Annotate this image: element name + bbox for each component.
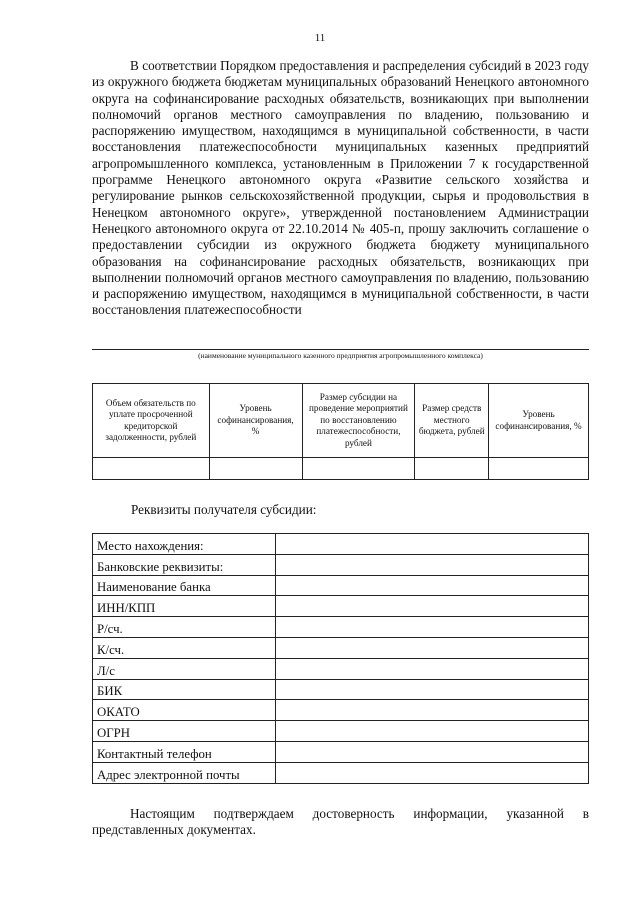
enterprise-name-line	[92, 349, 589, 350]
requisites-title: Реквизиты получателя субсидии:	[131, 502, 317, 517]
header-cofinancing-level: Уровень софинансирования, %	[209, 384, 302, 458]
main-paragraph: В соответствии Порядком предоставления и распределения субсидий в 2023 году из окружного бюджета бюджетам муниципальных образований Ненецкого автономного округа на софинансирование расходных обязательств, возникающих при выполнении полномочий органов местного самоуправления по владению, пользованию и распоряжению имуществом, находящимся в муниципальной собственности, в части восстановления платежеспособности муниципальных казенных предприятий агропромышленного комплекса, установленным в Приложении 7 к государственной программе Ненецкого автономного округа «Развитие сельского хозяйства и регулирование рынков сельскохозяйственной продукции, сырья и продовольствия в Ненецком автономного округе», утвержденной постановлением Администрации Ненецкого автономного округа от 22.10.2014 № 405-п, прошу заключить соглашение о предоставлении субсидии из окружного бюджета бюджету муниципального образования на софинансирование расходных обязательств, возникающих при выполнении полномочий органов местного самоуправления по владению, пользованию и распоряжению имуществом, находящимся в муниципальной собственности, в части восстановления платежеспособности	[92, 58, 589, 318]
requisite-value[interactable]	[276, 575, 589, 596]
requisite-value[interactable]	[276, 637, 589, 658]
header-subsidy-amount: Размер субсидии на проведение мероприятий по восстановлению платежеспособности, рублей	[302, 384, 415, 458]
header-obligations: Объем обязательств по уплате просроченной кредиторской задолженности, рублей	[93, 384, 210, 458]
requisite-row-settlement-account	[93, 617, 589, 638]
requisite-label: ОКАТО	[93, 700, 276, 721]
requisite-value[interactable]	[276, 762, 589, 783]
requisite-label: Место нахождения:	[93, 534, 276, 555]
requisite-label: Р/сч.	[93, 617, 276, 638]
requisite-row-location	[93, 534, 589, 555]
requisite-row-inn-kpp	[93, 596, 589, 617]
requisite-row-email	[93, 762, 589, 783]
requisite-row-phone	[93, 741, 589, 762]
requisite-value[interactable]	[276, 700, 589, 721]
requisite-value[interactable]	[276, 721, 589, 742]
requisite-value[interactable]	[276, 617, 589, 638]
requisite-value[interactable]	[276, 596, 589, 617]
requisite-label: Наименование банка	[93, 575, 276, 596]
header-cofinancing-level-2: Уровень софинансирования, %	[489, 384, 589, 458]
confirmation-paragraph: Настоящим подтверждаем достоверность информации, указанной в представленных документах.	[92, 806, 589, 838]
enterprise-caption: (наименование муниципального казенного предприятия агропромышленного комплекса)	[198, 351, 483, 360]
requisite-value[interactable]	[276, 554, 589, 575]
header-local-budget: Размер средств местного бюджета, рублей	[415, 384, 489, 458]
requisite-label: Банковские реквизиты:	[93, 554, 276, 575]
requisite-value[interactable]	[276, 741, 589, 762]
value-local-budget[interactable]	[415, 458, 489, 480]
requisite-row-personal-account	[93, 658, 589, 679]
requisite-value[interactable]	[276, 679, 589, 700]
subsidy-table-header-row	[93, 384, 589, 458]
value-obligations[interactable]	[93, 458, 210, 480]
requisite-row-bank-details	[93, 554, 589, 575]
requisite-value[interactable]	[276, 534, 589, 555]
requisite-label: Адрес электронной почты	[93, 762, 276, 783]
subsidy-table	[92, 383, 589, 480]
requisite-label: ОГРН	[93, 721, 276, 742]
requisite-label: Контактный телефон	[93, 741, 276, 762]
value-cofinancing-level[interactable]	[209, 458, 302, 480]
page-number: 11	[314, 32, 326, 44]
subsidy-table-data-row	[93, 458, 589, 480]
requisite-row-ogrn	[93, 721, 589, 742]
requisite-row-okato	[93, 700, 589, 721]
requisite-label: ИНН/КПП	[93, 596, 276, 617]
requisites-table	[92, 533, 589, 784]
value-subsidy-amount[interactable]	[302, 458, 415, 480]
requisite-row-correspondent-account	[93, 637, 589, 658]
requisite-label: БИК	[93, 679, 276, 700]
requisite-label: Л/с	[93, 658, 276, 679]
requisite-value[interactable]	[276, 658, 589, 679]
value-cofinancing-level-2[interactable]	[489, 458, 589, 480]
requisite-label: К/сч.	[93, 637, 276, 658]
requisite-row-bik	[93, 679, 589, 700]
requisite-row-bank-name	[93, 575, 589, 596]
